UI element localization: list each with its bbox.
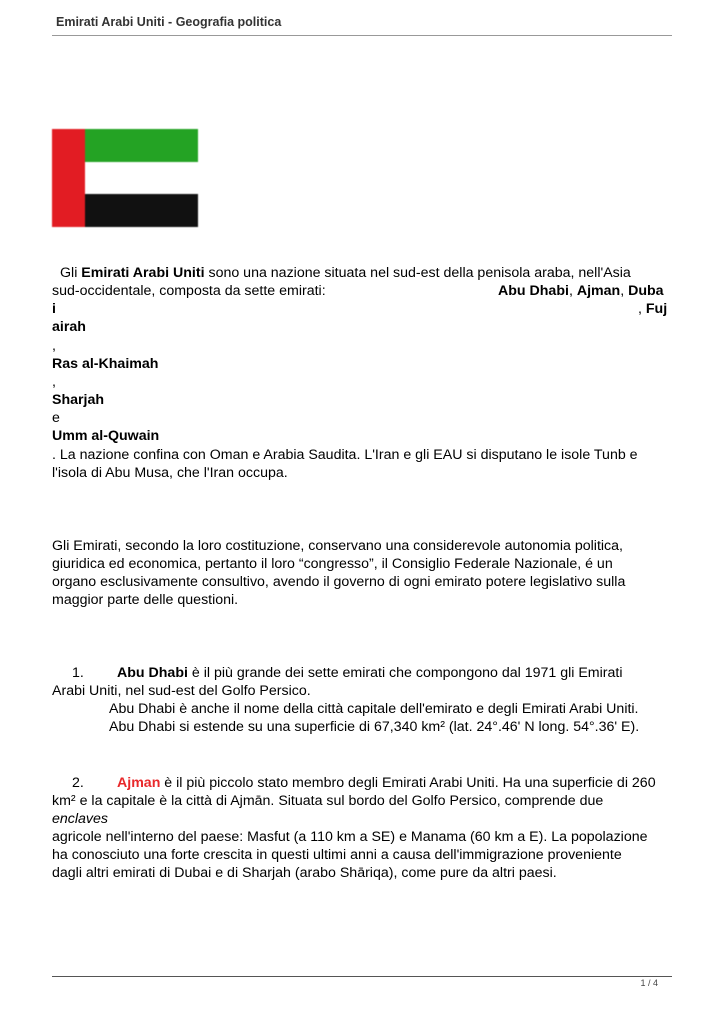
item2-line-5: ha conosciuto una forte crescita in questi ultimi anni a causa dell'immigrazione proveniente <box>52 847 622 863</box>
flag-black-stripe <box>85 194 198 227</box>
emirate-sharjah: Sharjah <box>52 392 105 408</box>
page-header-title: Emirati Arabi Uniti - Geografia politica <box>56 15 282 29</box>
conjunction: e <box>52 410 60 426</box>
flag-white-stripe <box>85 162 198 194</box>
footer-divider <box>52 976 672 977</box>
item2-name: Ajman <box>117 775 161 791</box>
item1-text: è il più grande dei sette emirati che compongono dal 1971 gli Emirati <box>187 665 623 681</box>
intro-line-end-2: l'isola di Abu Musa, che l'Iran occupa. <box>52 465 288 481</box>
intro-line-1 <box>60 264 631 282</box>
item2-line-1 <box>117 774 656 792</box>
para2-line-2: giuridica ed economica, pertanto il loro “congresso”, il Consiglio Federale Nazionale, é un <box>52 556 613 572</box>
separator: , <box>568 283 577 299</box>
item1-line-1 <box>117 664 623 682</box>
uae-flag-image <box>52 129 198 227</box>
intro-text: sono una nazione situata nel sud-est della penisola araba, nell'Asia <box>204 265 631 281</box>
separator: , <box>52 374 56 390</box>
intro-line-end-1: . La nazione confina con Oman e Arabia Saudita. L'Iran e gli EAU si disputano le isole Tunb e <box>52 447 638 463</box>
flag-green-stripe <box>85 129 198 162</box>
page-number: 1 / 4 <box>640 978 658 988</box>
emirate-abu-dhabi: Abu Dhabi <box>498 283 569 299</box>
separator: , <box>638 301 646 317</box>
item2-line-3: enclaves <box>52 811 108 827</box>
emirate-umm-al-quwain: Umm al-Quwain <box>52 428 160 444</box>
header-divider <box>52 35 672 36</box>
intro-emirates-list-a <box>498 282 664 300</box>
separator: , <box>52 338 56 354</box>
item1-line-2: Arabi Uniti, nel sud-est del Golfo Persico. <box>52 683 311 699</box>
intro-country-name: Emirati Arabi Uniti <box>81 265 205 281</box>
item1-name: Abu Dhabi <box>117 665 188 681</box>
para2-line-3: organo esclusivamente consultivo, avendo il governo di ogni emirato potere legislativo sulla <box>52 574 626 590</box>
item2-text: è il più piccolo stato membro degli Emirati Arabi Uniti. Ha una superficie di 260 <box>160 775 656 791</box>
item2-line-2: km² e la capitale è la città di Ajmān. Situata sul bordo del Golfo Persico, comprende due <box>52 793 604 809</box>
emirate-fujairah-part2: airah <box>52 319 86 335</box>
separator: , <box>620 283 629 299</box>
para2-line-4: maggior parte delle questioni. <box>52 592 239 608</box>
intro-emirates-list-b <box>638 300 667 318</box>
para2-line-1: Gli Emirati, secondo la loro costituzione, conservano una considerevole autonomia politica, <box>52 538 623 554</box>
item2-line-6: dagli altri emirati di Dubai e di Sharjah (arabo Shāriqa), come pure da altri paesi. <box>52 865 557 881</box>
intro-text: Gli <box>60 265 82 281</box>
list-item-number-1: 1. <box>72 665 84 681</box>
item1-line-3: Abu Dhabi è anche il nome della città capitale dell'emirato e degli Emirati Arabi Uniti. <box>109 701 639 717</box>
list-item-number-2: 2. <box>72 775 84 791</box>
emirate-dubai-part2: i <box>52 301 56 317</box>
emirate-fujairah-part1: Fuj <box>645 301 668 317</box>
flag-red-band <box>52 129 85 227</box>
intro-line-2: sud-occidentale, composta da sette emirati: <box>52 283 326 299</box>
item2-line-4: agricole nell'interno del paese: Masfut (a 110 km a SE) e Manama (60 km a E). La popolazione <box>52 829 648 845</box>
emirate-ajman: Ajman <box>576 283 621 299</box>
emirate-dubai-part1: Duba <box>628 283 664 299</box>
item1-line-4: Abu Dhabi si estende su una superficie di 67,340 km² (lat. 24°.46' N long. 54°.36' E). <box>109 719 640 735</box>
emirate-ras-al-khaimah: Ras al-Khaimah <box>52 356 159 372</box>
